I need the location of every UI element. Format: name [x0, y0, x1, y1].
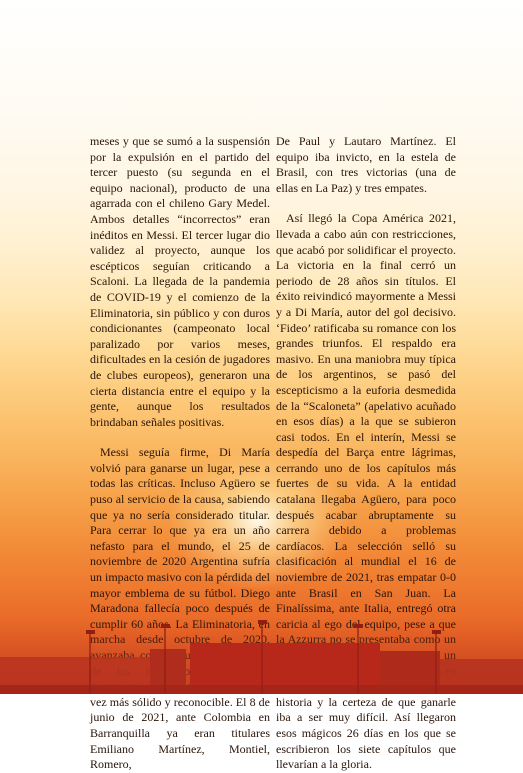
paragraph: Así llegó la Copa América 2021, llevada a cabo aún con restricciones, que acabó por solidificar el proyecto. La victoria en la final cerró un periodo de 28 años sin títulos. El éxito reivindicó mayormente a Messi y a Di María, autor del gol decisivo. ‘Fideo’ ratificaba su romance con los grandes triunfos. El respaldo era masivo. En una maniobra muy típica de los argentinos, se pasó del escepticismo a la euforia desmedida de la “Scaloneta” (apelativo acuñado en esos días) a la que se subieron casi todos. En el interín, Messi se despedía del Barça entre lágrimas, cerrando uno de los capítulos más fuertes de su vida. A la entidad catalana llegaba Agüero, para poco después acabar abruptamente su carrera debido a problemas cardíacos. La selección selló su clasificación al mundial el 16 de noviembre de 2021, tras empatar 0-0 ante Brasil en San Juan. La Finalíssima, ante Italia, entregó otra historia y la certeza de que ganarle iba a ser muy difícil. Así llegaron esos mágicos 26 días en los que se escribieron los siete capítulos que llevarían a la gloria.: [276, 211, 456, 772]
stadium-silhouette: [0, 619, 523, 694]
paragraph: Messi seguía firme, Di María volvió para ganarse un lugar, pese a todas las críticas. Incluso Agüero se puso al servicio de la causa, sabiendo que ya no sería considerado titular. Para cerrar lo que ya era un año nefasto para el mundo, el 25 de noviembre de 2020 Argentina sufría un impacto masivo con la pérdida del mayor emblema de su fútbol. Diego Maradona fallecía poco después de vez más sólido y reconocible. El 8 de junio de 2021, ante Colombia en Barranquilla ya eran titulares Emiliano Martínez, Montiel, Romero,: [90, 445, 270, 772]
paragraph: meses y que se sumó a la suspensión por la expulsión en el partido del tercer puesto (su segunda en el equipo nacional), producto de una agarrada con el chileno Gary Medel. Ambos detalles “incorrectos” eran inéditos en Messi. El tercer lugar dio validez al proyecto, aunque los escépticos seguían criticando a Scaloni. La llegada de la pandemia de COVID-19 y el comienzo de la Eliminatoria, sin público y con duros condicionantes (campeonato local paralizado por varios meses, dificultades en la cesión de jugadores de clubes europeos), generaron una cierta distancia entre el equipo y la gente, aunque los resultados brindaban señales positivas.: [90, 134, 270, 429]
paragraph: De Paul y Lautaro Martínez. El equipo iba invicto, en la estela de Brasil, con tres victorias (una de ellas en La Paz) y tres empates.: [276, 134, 456, 195]
